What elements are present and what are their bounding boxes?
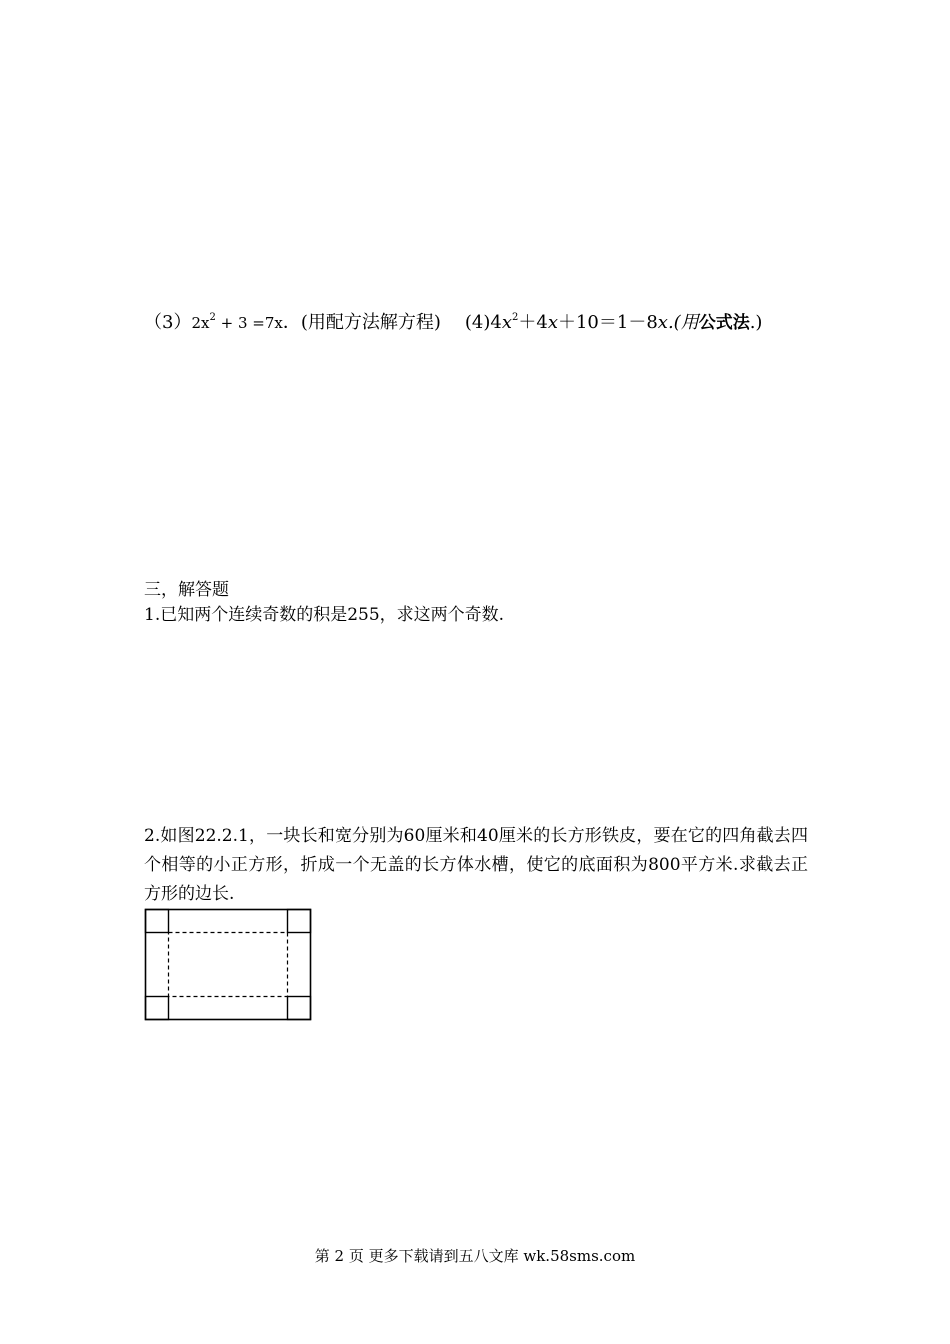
q3-method: (用配方法解方程): [300, 312, 441, 333]
corner-square-bottom-right: [288, 997, 311, 1020]
corner-square-top-right: [288, 910, 311, 933]
problem-2: 2.如图22.2.1，一块长和宽分别为60厘米和40厘米的长方形铁皮，要在它的四角截去四个相等的小正方形，折成一个无盖的长方体水槽，使它的底面积为800平方米.求截去正方形的边长.: [144, 826, 808, 904]
sheet-outline: [146, 910, 311, 1020]
fold-lines: [169, 933, 288, 997]
sheet-diagram: [144, 906, 314, 1024]
q4-method-bold: 公式法: [698, 313, 750, 333]
q3-equation: $2x^2 + 3 =7x$: [191, 312, 283, 332]
q4-equation: $(4)4x^2+4x+10=1-8x$.(用公式法.): [464, 312, 763, 333]
corner-square-bottom-left: [146, 997, 169, 1020]
q3-number: （3）: [144, 312, 192, 333]
section-title: 三，解答题: [144, 580, 229, 600]
question-3-4-line: $(3)2x^2 + 3 =7x$．(用配方法解方程) $(4)4x^2+4x+10=1-8x$.(用公式法.): [144, 312, 763, 333]
corner-square-top-left: [146, 910, 169, 933]
page-footer: 第 2 页 更多下载请到五八文库 wk.58sms.com: [314, 1247, 636, 1265]
problem-1: 1.已知两个连续奇数的积是255，求这两个奇数.: [144, 605, 505, 625]
